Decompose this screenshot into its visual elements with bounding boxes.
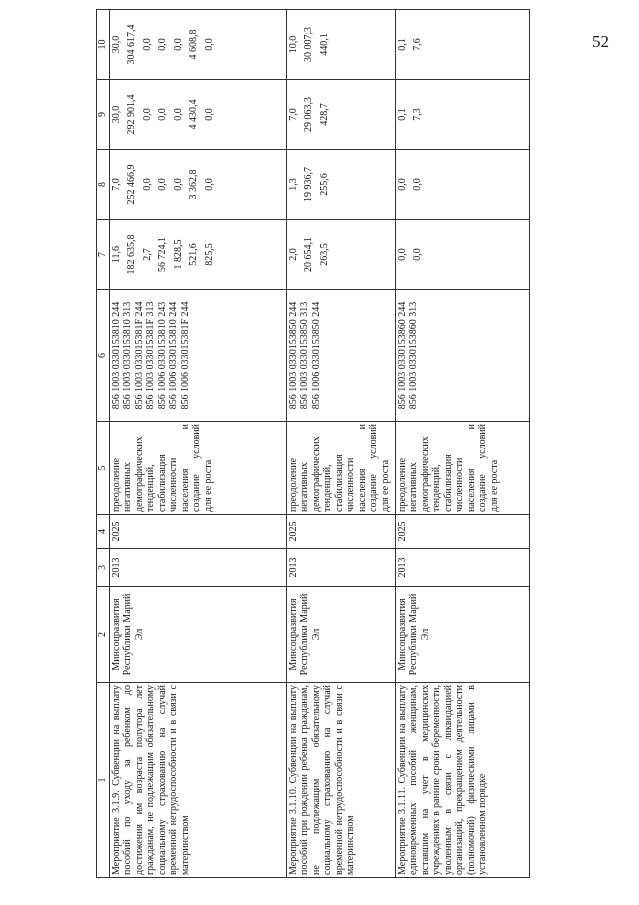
amount: 182 635,8: [126, 234, 137, 275]
amount-col7: [395, 220, 530, 290]
amount-col9: [395, 80, 530, 150]
budget-codes: [395, 290, 530, 422]
budget-code: 856 1006 0330153810 244: [168, 301, 179, 410]
amount: 1 828,5: [172, 239, 184, 270]
amount: 825,5: [203, 243, 215, 266]
amount-col9: [286, 80, 395, 150]
executor: Минсоцразвития Республики Марий Эл: [286, 587, 395, 683]
amount-col9: [109, 80, 286, 150]
rotated-table-container: [96, 10, 530, 878]
amount: 0,0: [157, 178, 168, 191]
header-cell: 9: [97, 80, 110, 150]
amount: 0,0: [203, 108, 215, 121]
amount: 7,3: [412, 108, 423, 121]
header-cell: 8: [97, 150, 110, 220]
amount: 10,0: [287, 35, 299, 54]
start-year: 2013: [109, 549, 286, 587]
header-cell: 2: [97, 587, 110, 683]
amount: 7,6: [412, 38, 423, 51]
amount: 0,0: [396, 248, 408, 261]
header-cell: 4: [97, 515, 110, 549]
amount-col8: [286, 150, 395, 220]
amount: 7,0: [110, 178, 122, 191]
header-cell: 10: [97, 10, 110, 80]
amount: 11,6: [110, 245, 122, 264]
budget-codes: [109, 290, 286, 422]
amount: 521,6: [188, 243, 199, 266]
start-year: 2013: [286, 549, 395, 587]
amount: 19 936,7: [303, 167, 314, 202]
amount: 0,0: [157, 108, 168, 121]
amount: 440,1: [318, 33, 330, 56]
amount: 0,0: [172, 108, 184, 121]
amount: 7,0: [287, 108, 299, 121]
amount: 304 617,4: [126, 24, 137, 65]
header-row: [97, 10, 110, 878]
amount: 0,0: [141, 38, 153, 51]
amount: 0,1: [396, 108, 408, 121]
amount-col10: [395, 10, 530, 80]
amount: 0,0: [141, 108, 153, 121]
end-year: 2025: [109, 515, 286, 549]
amount: 1,3: [287, 178, 299, 191]
budget-code: 856 1003 0330153810 313: [122, 301, 133, 410]
budget-code: 856 1003 0330153860 244: [396, 301, 408, 410]
amount: 20 654,1: [303, 237, 314, 272]
executor: Минсоцразвития Республики Марий Эл: [109, 587, 286, 683]
amount: 2,7: [141, 248, 153, 261]
amount-col7: [286, 220, 395, 290]
expected-result: преодоление негативных демографических тенденций, стабилизация численности населения и создание условий для ее роста: [395, 422, 530, 515]
amount: 0,0: [203, 38, 215, 51]
amount: 0,0: [172, 178, 184, 191]
amount: 292 901,4: [126, 94, 137, 135]
amount: 0,0: [412, 248, 423, 261]
amount-col10: [286, 10, 395, 80]
amount: 30 007,3: [303, 27, 314, 62]
header-cell: 7: [97, 220, 110, 290]
end-year: 2025: [395, 515, 530, 549]
amount: 0,0: [203, 178, 215, 191]
header-cell: 1: [97, 683, 110, 878]
amount: 30,0: [110, 35, 122, 54]
amount: 0,1: [396, 38, 408, 51]
amount: 0,0: [141, 178, 153, 191]
amount: 428,7: [318, 103, 330, 126]
budget-code: 856 1003 033015381F 244: [133, 301, 145, 410]
header-cell: 3: [97, 549, 110, 587]
budget-code: 856 1006 033015381F 244: [179, 301, 191, 410]
end-year: 2025: [286, 515, 395, 549]
expected-result: преодоление негативных демографических тенденций, стабилизация численности населения и создание условий для ее роста: [286, 422, 395, 515]
amount-col8: [395, 150, 530, 220]
amount-col10: [109, 10, 286, 80]
activity-description: Мероприятие 3.1.10. Субвенции на выплату пособий при рождении ребенка гражданам, не подлежащим обязательному социальному страхованию на случай временной нетрудоспособности и в связи с материнством: [286, 683, 395, 878]
amount: 4 430,4: [188, 99, 199, 130]
amount: 0,0: [157, 38, 168, 51]
table-row: [109, 10, 286, 878]
budget-code: 856 1003 0330153850 244: [287, 301, 299, 410]
amount: 0,0: [396, 178, 408, 191]
amount: 252 466,9: [126, 164, 137, 205]
page-number: 52: [592, 32, 609, 51]
table-row: [395, 10, 530, 878]
budget-code: 856 1006 0330153850 244: [310, 301, 322, 410]
budget-code: 856 1003 0330153810 244: [110, 301, 122, 410]
header-cell: 5: [97, 422, 110, 515]
amount: 0,0: [172, 38, 184, 51]
header-cell: 6: [97, 290, 110, 422]
amount: 3 362,8: [188, 169, 199, 200]
budget-codes: [286, 290, 395, 422]
amount-col7: [109, 220, 286, 290]
expected-result: преодоление негативных демографических тенденций, стабилизация численности населения и создание условий для ее роста: [109, 422, 286, 515]
activity-description: Мероприятие 3.1.9. Субвенции на выплату пособий по уходу за ребенком до достижения им возраста полутора лет гражданам, не подлежащим обязательному социальному страхованию на случай временной нетрудоспособности и в связи с материнством: [109, 683, 286, 878]
amount: 29 063,3: [303, 97, 314, 132]
amount: 263,5: [318, 243, 330, 266]
amount: 30,0: [110, 105, 122, 124]
budget-table: [96, 9, 530, 878]
table-row: [286, 10, 395, 878]
budget-code: 856 1003 033015381F 313: [145, 301, 156, 410]
amount: 0,0: [412, 178, 423, 191]
budget-code: 856 1003 0330153860 313: [408, 301, 419, 410]
activity-description: Мероприятие 3.1.11. Субвенции на выплату единовременных пособий женщинам, вставшим на учет в медицинских учреждениях в ранние сроки беременности, уволенным в связи с ликвидацией организаций, прекращением деятельности (полномочий) физическими лицами в установленном порядке: [395, 683, 530, 878]
budget-code: 856 1003 0330153850 313: [299, 301, 310, 410]
amount: 2,0: [287, 248, 299, 261]
budget-code: 856 1006 0330153810 243: [156, 301, 168, 410]
amount: 4 608,8: [188, 29, 199, 60]
amount: 255,6: [318, 173, 330, 196]
amount: 56 724,1: [157, 237, 168, 272]
amount-col8: [109, 150, 286, 220]
start-year: 2013: [395, 549, 530, 587]
executor: Минсоцразвития Республики Марий Эл: [395, 587, 530, 683]
